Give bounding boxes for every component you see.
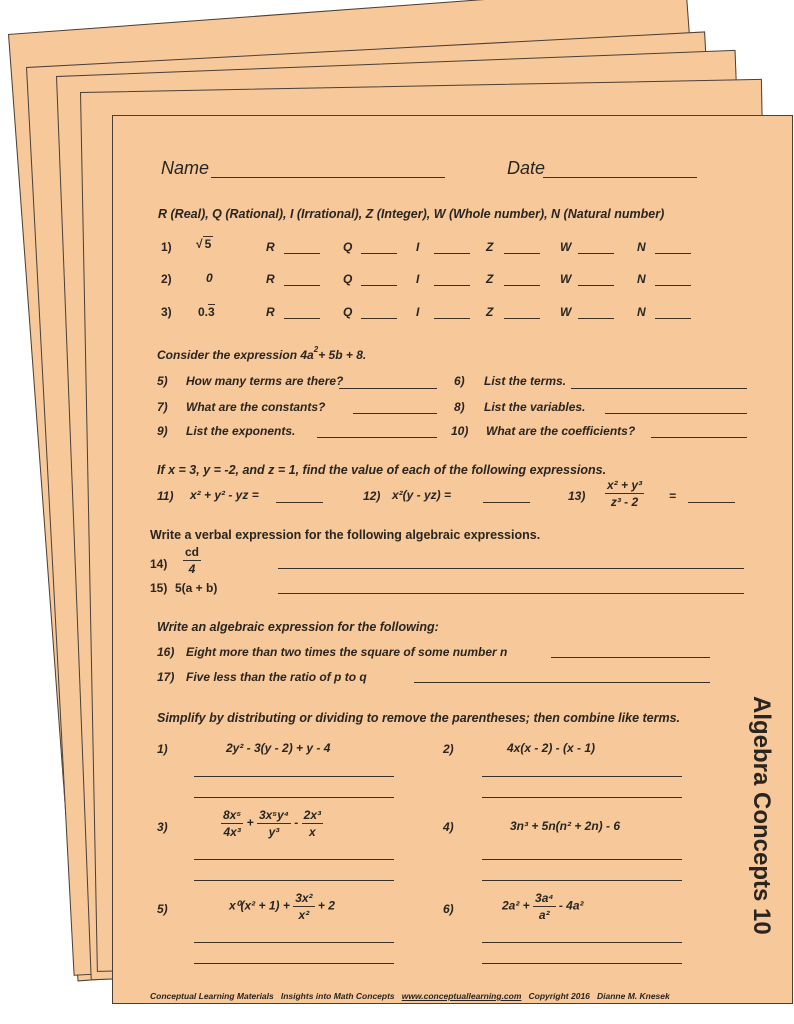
item-number: 11) xyxy=(157,489,174,503)
question-text: Eight more than two times the square of some number n xyxy=(186,645,508,659)
item-number: 10) xyxy=(451,424,469,438)
numerator: 3x⁵y⁴ xyxy=(258,808,289,822)
answer-line[interactable] xyxy=(551,657,710,658)
set-letter: R xyxy=(266,240,275,254)
question-text: What are the coefficients? xyxy=(486,424,636,438)
operator: - xyxy=(294,815,299,830)
classify-answer-blank[interactable] xyxy=(578,318,614,319)
classify-answer-blank[interactable] xyxy=(284,253,320,254)
item-number: 6) xyxy=(454,374,465,388)
classify-answer-blank[interactable] xyxy=(361,318,397,319)
set-letter: Q xyxy=(343,305,353,319)
question-text: List the terms. xyxy=(484,374,567,388)
item-number: 5) xyxy=(157,902,168,916)
set-letter: N xyxy=(637,272,646,286)
set-letter: W xyxy=(560,272,572,286)
date-label: Date xyxy=(507,158,546,178)
answer-line[interactable] xyxy=(482,942,682,943)
set-letter: R xyxy=(266,272,275,286)
numerator: 8x⁵ xyxy=(223,808,242,822)
expression: 3n³ + 5n(n² + 2n) - 6 xyxy=(510,819,621,833)
numerator: 2x³ xyxy=(303,808,321,822)
answer-line[interactable] xyxy=(353,413,437,414)
expression-part: 2a² + xyxy=(502,898,530,913)
answer-line[interactable] xyxy=(651,437,747,438)
item-number: 2) xyxy=(161,272,172,286)
set-letter: Z xyxy=(486,272,494,286)
answer-line[interactable] xyxy=(278,568,744,569)
date-field[interactable] xyxy=(543,177,697,178)
item-number: 8) xyxy=(454,400,465,414)
expression-part: x⁰(x² + 1) + xyxy=(229,898,290,913)
answer-line[interactable] xyxy=(688,502,735,503)
item-number: 1) xyxy=(157,742,168,756)
classify-answer-blank[interactable] xyxy=(504,318,540,319)
classify-answer-blank[interactable] xyxy=(284,285,320,286)
fraction-expression xyxy=(183,545,201,576)
expression: 2y² - 3(y - 2) + y - 4 xyxy=(226,741,331,755)
sqrt-5-expression: √ 5 xyxy=(196,237,212,251)
equals-sign: = xyxy=(669,489,677,503)
set-letter: N xyxy=(637,305,646,319)
question-text: What are the constants? xyxy=(186,400,326,414)
item-number: 13) xyxy=(568,489,586,503)
answer-line[interactable] xyxy=(482,859,682,860)
answer-line[interactable] xyxy=(482,797,682,798)
expression-prompt xyxy=(157,345,367,362)
classify-answer-blank[interactable] xyxy=(434,253,470,254)
answer-line[interactable] xyxy=(605,413,747,414)
answer-line[interactable] xyxy=(194,942,394,943)
answer-line[interactable] xyxy=(482,880,682,881)
set-letter: I xyxy=(416,240,420,254)
denominator: x² xyxy=(298,908,310,922)
answer-line[interactable] xyxy=(276,502,323,503)
classify-answer-blank[interactable] xyxy=(655,318,691,319)
expression-part: + 2 xyxy=(317,898,335,913)
answer-line[interactable] xyxy=(482,776,682,777)
classify-answer-blank[interactable] xyxy=(361,285,397,286)
answer-line[interactable] xyxy=(194,776,394,777)
zero-expression: 0 xyxy=(206,271,213,285)
item-number: 5) xyxy=(157,374,168,388)
item-number: 6) xyxy=(443,902,454,916)
set-letter: R xyxy=(266,305,275,319)
denominator: 4x³ xyxy=(223,825,241,839)
answer-line[interactable] xyxy=(482,963,682,964)
footer-url-link[interactable]: www.conceptuallearning.com xyxy=(401,991,522,1001)
item-number: 2) xyxy=(443,742,454,756)
set-letter: W xyxy=(560,305,572,319)
classify-answer-blank[interactable] xyxy=(578,285,614,286)
exponent: 2 xyxy=(313,345,319,354)
name-field[interactable] xyxy=(211,177,445,178)
set-letter: W xyxy=(560,240,572,254)
question-text: List the exponents. xyxy=(186,424,296,438)
expression: x²(y - yz) = xyxy=(392,488,452,502)
classify-answer-blank[interactable] xyxy=(284,318,320,319)
denominator: z³ - 2 xyxy=(610,495,639,509)
question-text: List the variables. xyxy=(484,400,586,414)
side-title: Algebra Concepts 10 xyxy=(748,696,775,935)
set-letter: Z xyxy=(486,305,494,319)
set-letter: I xyxy=(416,272,420,286)
classify-answer-blank[interactable] xyxy=(361,253,397,254)
verbal-prompt: Write a verbal expression for the following algebraic expressions. xyxy=(150,528,541,542)
item-number: 17) xyxy=(157,670,175,684)
classify-answer-blank[interactable] xyxy=(504,253,540,254)
numerator: 3a⁴ xyxy=(535,891,554,905)
numerator: x² + y³ xyxy=(607,478,643,492)
footer-copyright: Copyright 2016 xyxy=(528,991,590,1001)
footer-author: Dianne M. Knesek xyxy=(597,991,670,1001)
item-number: 15) xyxy=(150,581,168,595)
footer-series: Insights into Math Concepts xyxy=(280,991,395,1001)
item-number: 16) xyxy=(157,645,175,659)
mixed-expression xyxy=(229,891,335,922)
classify-answer-blank[interactable] xyxy=(504,285,540,286)
expression-part: - 4a² xyxy=(558,898,584,913)
number-sets-legend: R (Real), Q (Rational), I (Irrational), Z (Integer), W (Whole number), N (Natural number) xyxy=(158,207,665,221)
denominator: 4 xyxy=(188,562,196,576)
question-text: Five less than the ratio of p to q xyxy=(186,670,367,684)
simplify-prompt: Simplify by distributing or dividing to remove the parentheses; then combine like terms. xyxy=(157,711,681,725)
answer-line[interactable] xyxy=(414,682,710,683)
set-letter: N xyxy=(637,240,646,254)
decimal-prefix: 0. xyxy=(198,305,209,319)
answer-line[interactable] xyxy=(194,859,394,860)
answer-line[interactable] xyxy=(194,797,394,798)
item-number: 1) xyxy=(161,240,172,254)
answer-line[interactable] xyxy=(339,388,437,389)
footer xyxy=(150,991,670,1001)
expression: 4x(x - 2) - (x - 1) xyxy=(507,741,596,755)
set-letter: Z xyxy=(486,240,494,254)
answer-line[interactable] xyxy=(483,502,530,503)
set-letter: Q xyxy=(343,240,353,254)
answer-line[interactable] xyxy=(278,593,744,594)
prompt-text: Consider the expression 4a xyxy=(157,348,314,362)
item-number: 12) xyxy=(363,489,381,503)
fraction xyxy=(221,808,243,839)
worksheet-page xyxy=(112,115,793,1004)
fraction-sum-expression xyxy=(221,808,323,839)
denominator: y³ xyxy=(268,825,280,839)
name-label: Name xyxy=(161,158,210,178)
question-text: How many terms are there? xyxy=(186,374,344,388)
answer-line[interactable] xyxy=(571,388,747,389)
classify-answer-blank[interactable] xyxy=(655,285,691,286)
radicand: 5 xyxy=(204,237,212,251)
set-letter: Q xyxy=(343,272,353,286)
answer-line[interactable] xyxy=(317,437,437,438)
item-number: 3) xyxy=(157,820,168,834)
classify-answer-blank[interactable] xyxy=(578,253,614,254)
item-number: 9) xyxy=(157,424,168,438)
item-number: 7) xyxy=(157,400,168,414)
repeating-digit: 3 xyxy=(208,305,215,319)
classify-answer-blank[interactable] xyxy=(434,285,470,286)
fraction xyxy=(533,891,555,922)
answer-line[interactable] xyxy=(194,963,394,964)
prompt-text: + 5b + 8. xyxy=(318,348,367,362)
footer-publisher: Conceptual Learning Materials xyxy=(150,991,274,1001)
denominator: x xyxy=(308,825,316,839)
fraction xyxy=(257,808,291,839)
item-number: 3) xyxy=(161,305,172,319)
expression: x² + y² - yz = xyxy=(190,488,259,502)
item-number: 4) xyxy=(443,820,454,834)
mixed-expression xyxy=(502,891,584,922)
operator: + xyxy=(246,815,254,830)
classify-answer-blank[interactable] xyxy=(655,253,691,254)
answer-line[interactable] xyxy=(194,880,394,881)
algebraic-prompt: Write an algebraic expression for the following: xyxy=(157,620,439,634)
numerator: cd xyxy=(185,545,200,559)
denominator: a² xyxy=(538,908,550,922)
set-letter: I xyxy=(416,305,420,319)
fraction-expression xyxy=(605,478,644,509)
classify-answer-blank[interactable] xyxy=(434,318,470,319)
repeating-decimal-expression xyxy=(198,305,215,319)
fraction xyxy=(302,808,323,839)
numerator: 3x² xyxy=(295,891,313,905)
evaluate-prompt: If x = 3, y = -2, and z = 1, find the value of each of the following expressions. xyxy=(157,463,607,477)
item-number: 14) xyxy=(150,557,168,571)
fraction xyxy=(293,891,314,922)
expression: 5(a + b) xyxy=(175,581,218,595)
